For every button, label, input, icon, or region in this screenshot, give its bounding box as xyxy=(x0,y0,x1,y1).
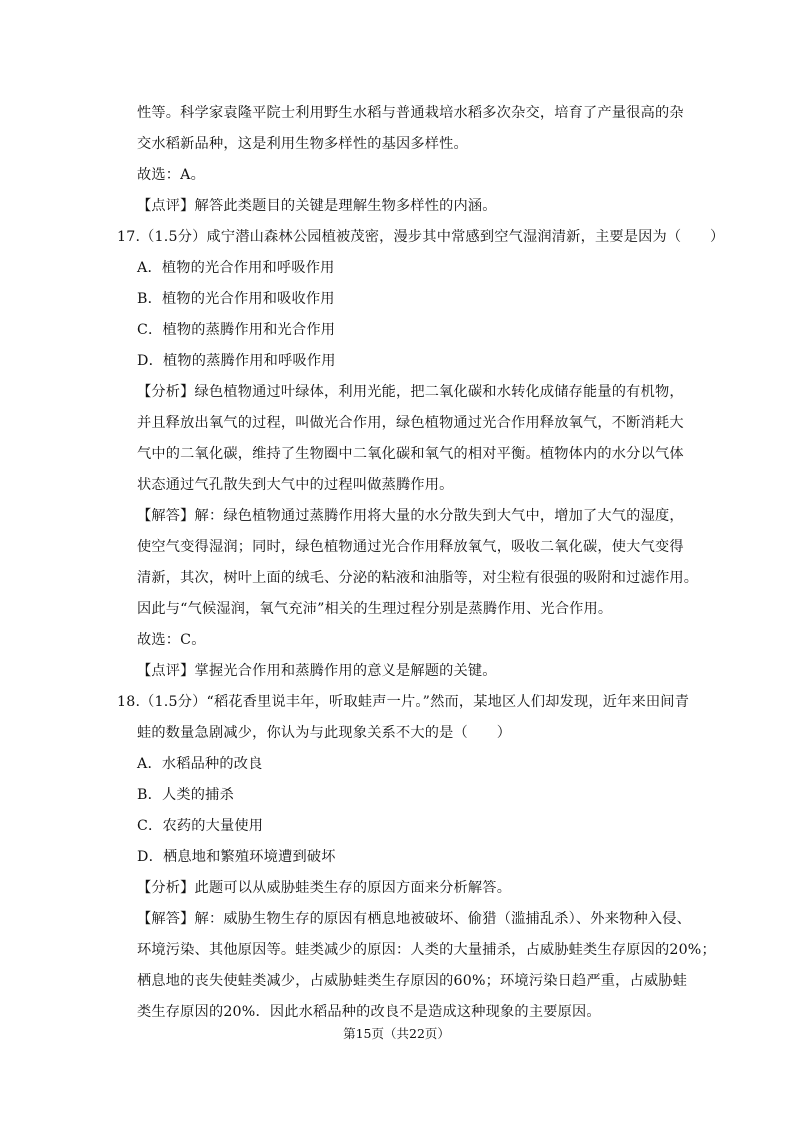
solution-line: 环境污染、其他原因等。蛙类减少的原因：人类的大量捕杀，占威胁蛙类生存原因的20%； xyxy=(137,942,716,958)
analysis-line: 状态通过气孔散失到大气中的过程叫做蒸腾作用。 xyxy=(137,477,454,493)
solution-line: 【解答】解：绿色植物通过蒸腾作用将大量的水分散失到大气中，增加了大气的湿度， xyxy=(137,508,684,524)
solution-line: 因此与“气候湿润，氧气充沛”相关的生理过程分别是蒸腾作用、光合作用。 xyxy=(137,601,613,617)
analysis-line: 【分析】绿色植物通过叶绿体，利用光能，把二氧化碳和水转化成储存能量的有机物， xyxy=(137,384,684,400)
question-17-stem: 17.（1.5分）咸宁潜山森林公园植被茂密，漫步其中常感到空气湿润清新，主要是因为（ ） xyxy=(117,229,725,245)
question-18-option-d: D．栖息地和繁殖环境遭到破坏 xyxy=(137,849,336,865)
question-18-stem: 蛙的数量急剧减少，你认为与此现象关系不大的是（ ） xyxy=(137,725,512,741)
text-line: 交水稻新品种，这是利用生物多样性的基因多样性。 xyxy=(137,136,468,152)
answer-line: 故选：A。 xyxy=(137,167,205,183)
comment-line: 【点评】解答此类题目的关键是理解生物多样性的内涵。 xyxy=(137,198,497,214)
solution-line: 类生存原因的20%．因此水稻品种的改良不是造成这种现象的主要原因。 xyxy=(137,1004,601,1020)
question-17-option-a: A．植物的光合作用和呼吸作用 xyxy=(137,260,335,276)
solution-line: 清新，其次，树叶上面的绒毛、分泌的粘液和油脂等，对尘粒有很强的吸附和过滤作用。 xyxy=(137,570,699,586)
solution-line: 栖息地的丧失使蛙类减少，占威胁蛙类生存原因的60%；环境污染日趋严重，占威胁蛙 xyxy=(137,973,688,989)
question-18-option-a: A．水稻品种的改良 xyxy=(137,756,263,772)
question-18-stem: 18.（1.5分）“稻花香里说丰年，听取蛙声一片。”然而，某地区人们却发现，近年来田间青 xyxy=(117,694,690,710)
analysis-line: 气中的二氧化碳，维持了生物圈中二氧化碳和氧气的相对平衡。植物体内的水分以气体 xyxy=(137,446,684,462)
question-17-option-d: D．植物的蒸腾作用和呼吸作用 xyxy=(137,353,336,369)
comment-line: 【点评】掌握光合作用和蒸腾作用的意义是解题的关键。 xyxy=(137,663,497,679)
analysis-line: 【分析】此题可以从威胁蛙类生存的原因方面来分析解答。 xyxy=(137,880,512,896)
solution-line: 使空气变得湿润；同时，绿色植物通过光合作用释放氧气，吸收二氧化碳，使大气变得 xyxy=(137,539,684,555)
page-footer: 第15页（共22页） xyxy=(343,1026,450,1041)
question-18-option-b: B．人类的捕杀 xyxy=(137,787,234,803)
question-18-option-c: C．农药的大量使用 xyxy=(137,818,264,834)
text-line: 性等。科学家袁隆平院士利用野生水稻与普通栽培水稻多次杂交，培育了产量很高的杂 xyxy=(137,105,684,121)
answer-line: 故选：C。 xyxy=(137,632,206,648)
question-17-option-c: C．植物的蒸腾作用和光合作用 xyxy=(137,322,336,338)
solution-line: 【解答】解：威胁生物生存的原因有栖息地被破坏、偷猎（滥捕乱杀）、外来物种入侵、 xyxy=(137,911,692,927)
question-17-option-b: B．植物的光合作用和吸收作用 xyxy=(137,291,335,307)
analysis-line: 并且释放出氧气的过程，叫做光合作用，绿色植物通过光合作用释放氧气，不断消耗大 xyxy=(137,415,684,431)
